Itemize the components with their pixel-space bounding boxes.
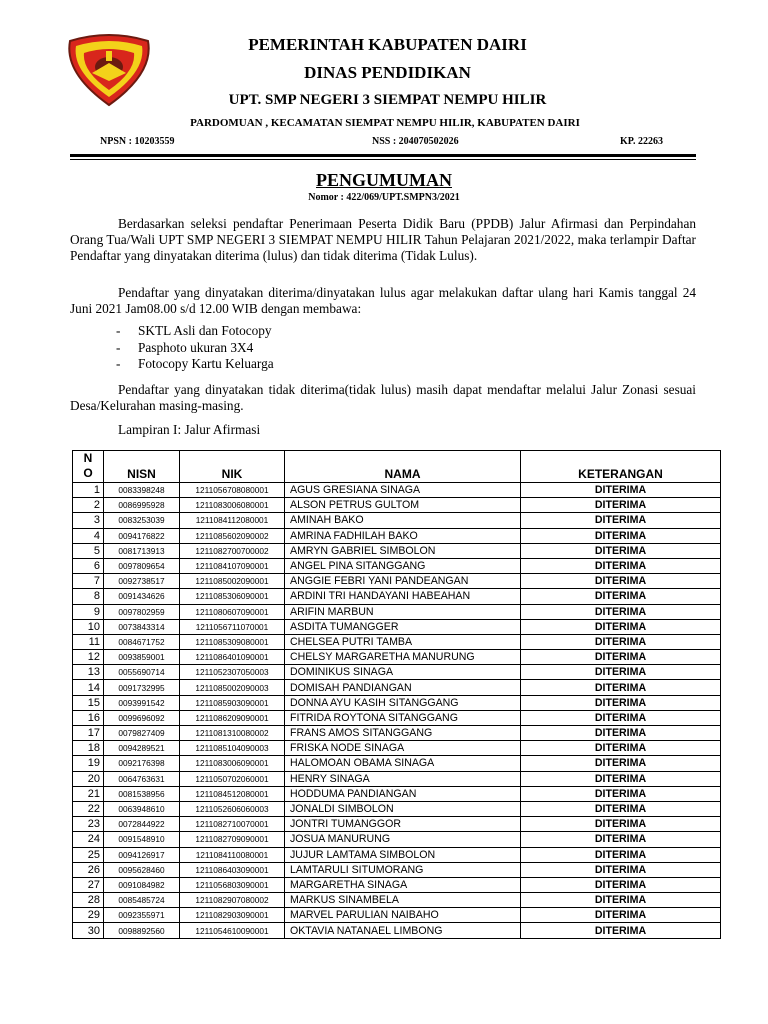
cell-ket: DITERIMA (521, 574, 721, 589)
cell-ket: DITERIMA (521, 908, 721, 923)
header-postal-code: KP. 22263 (620, 136, 663, 147)
list-item-text: SKTL Asli dan Fotocopy (138, 323, 272, 338)
cell-ket: DITERIMA (521, 710, 721, 725)
header-office: DINAS PENDIDIKAN (304, 63, 471, 82)
table-row (73, 847, 721, 862)
requirements-list (116, 323, 274, 373)
cell-ket: DITERIMA (521, 741, 721, 756)
cell-nik: 1211054610090001 (180, 923, 285, 938)
cell-no: 30 (73, 923, 104, 938)
table-row (73, 710, 721, 725)
cell-no: 19 (73, 756, 104, 771)
results-table (72, 450, 721, 939)
cell-nik: 1211082710070001 (180, 817, 285, 832)
list-item (116, 356, 274, 373)
header-npsn: NPSN : 10203559 (100, 136, 175, 147)
cell-nisn: 0094126917 (104, 847, 180, 862)
cell-no: 13 (73, 665, 104, 680)
cell-ket: DITERIMA (521, 877, 721, 892)
table-row (73, 574, 721, 589)
cell-ket: DITERIMA (521, 923, 721, 938)
cell-no: 4 (73, 528, 104, 543)
cell-ket: DITERIMA (521, 513, 721, 528)
cell-nama: DOMISAH PANDIANGAN (285, 680, 521, 695)
cell-nama: CHELSEA PUTRI TAMBA (285, 634, 521, 649)
cell-nama: CHELSY MARGARETHA MANURUNG (285, 650, 521, 665)
paragraph-not-accepted: Pendaftar yang dinyatakan tidak diterima(tidak lulus) masih dapat mendaftar melalui Jalur Zonasi sesuai Desa/Kelurahan masing-masing. (70, 382, 696, 413)
cell-no: 10 (73, 619, 104, 634)
cell-nik: 1211085002090003 (180, 680, 285, 695)
cell-nisn: 0081713913 (104, 543, 180, 558)
table-row (73, 483, 721, 498)
table-row (73, 695, 721, 710)
column-header-nik: NIK (180, 451, 285, 483)
cell-nama: JUJUR LAMTAMA SIMBOLON (285, 847, 521, 862)
cell-nisn: 0055690714 (104, 665, 180, 680)
cell-ket: DITERIMA (521, 604, 721, 619)
cell-nik: 1211056711070001 (180, 619, 285, 634)
cell-ket: DITERIMA (521, 558, 721, 573)
cell-no: 12 (73, 650, 104, 665)
cell-nama: AMRINA FADHILAH BAKO (285, 528, 521, 543)
list-item (116, 340, 274, 357)
cell-nama: ANGEL PINA SITANGGANG (285, 558, 521, 573)
cell-nisn: 0091548910 (104, 832, 180, 847)
table-row (73, 908, 721, 923)
cell-nama: MARKUS SINAMBELA (285, 893, 521, 908)
cell-no: 9 (73, 604, 104, 619)
table-row (73, 877, 721, 892)
cell-no: 23 (73, 817, 104, 832)
cell-nik: 1211086401090001 (180, 650, 285, 665)
table-row (73, 756, 721, 771)
cell-no: 11 (73, 634, 104, 649)
cell-nik: 1211082709090001 (180, 832, 285, 847)
cell-ket: DITERIMA (521, 680, 721, 695)
cell-no: 17 (73, 726, 104, 741)
header-government: PEMERINTAH KABUPATEN DAIRI (248, 35, 527, 54)
paragraph-intro: Berdasarkan seleksi pendaftar Penerimaan Peserta Didik Baru (PPDB) Jalur Afirmasi dan Perpindahan Orang Tua/Wali UPT SMP NEGERI 3 SIEMPAT NEMPU HILIR Tahun Pelajaran 2021/2022, maka terlampir Daftar Pendaftar yang dinyatakan diterima (lulus) dan tidak diterima (Tidak Lulus). (70, 216, 696, 263)
cell-no: 3 (73, 513, 104, 528)
cell-nama: JONALDI SIMBOLON (285, 801, 521, 816)
cell-nisn: 0072844922 (104, 817, 180, 832)
cell-no: 5 (73, 543, 104, 558)
cell-no: 1 (73, 483, 104, 498)
table-header-row (73, 451, 721, 483)
cell-nik: 1211085104090003 (180, 741, 285, 756)
cell-nama: HALOMOAN OBAMA SINAGA (285, 756, 521, 771)
list-marker: - (116, 339, 121, 355)
cell-ket: DITERIMA (521, 832, 721, 847)
cell-nama: AMINAH BAKO (285, 513, 521, 528)
cell-nisn: 0086995928 (104, 498, 180, 513)
cell-nisn: 0081538956 (104, 786, 180, 801)
cell-nik: 1211083006080001 (180, 498, 285, 513)
cell-ket: DITERIMA (521, 771, 721, 786)
table-row (73, 665, 721, 680)
cell-nisn: 0093991542 (104, 695, 180, 710)
cell-nisn: 0084671752 (104, 634, 180, 649)
cell-ket: DITERIMA (521, 650, 721, 665)
cell-nama: MARGARETHA SINAGA (285, 877, 521, 892)
table-row (73, 817, 721, 832)
table-row (73, 680, 721, 695)
cell-ket: DITERIMA (521, 634, 721, 649)
table-row (73, 498, 721, 513)
announcement-title: PENGUMUMAN (316, 170, 452, 190)
results-table-body (73, 483, 721, 939)
column-header-no (73, 451, 104, 483)
cell-ket: DITERIMA (521, 726, 721, 741)
cell-nisn: 0063948610 (104, 801, 180, 816)
cell-nik: 1211085306090001 (180, 589, 285, 604)
cell-nik: 1211080607090001 (180, 604, 285, 619)
list-marker: - (116, 323, 121, 338)
cell-ket: DITERIMA (521, 893, 721, 908)
cell-nik: 1211084112080001 (180, 513, 285, 528)
header-rule-thin (70, 159, 696, 160)
header-address: PARDOMUAN , KECAMATAN SIEMPAT NEMPU HILIR, KABUPATEN DAIRI (190, 117, 580, 129)
column-header-nama: NAMA (285, 451, 521, 483)
cell-nama: ALSON PETRUS GULTOM (285, 498, 521, 513)
cell-no: 28 (73, 893, 104, 908)
cell-no: 2 (73, 498, 104, 513)
list-item-text: Pasphoto ukuran 3X4 (138, 339, 254, 355)
cell-nisn: 0092738517 (104, 574, 180, 589)
cell-ket: DITERIMA (521, 756, 721, 771)
cell-nisn: 0064763631 (104, 771, 180, 786)
cell-ket: DITERIMA (521, 483, 721, 498)
table-row (73, 741, 721, 756)
cell-nama: OKTAVIA NATANAEL LIMBONG (285, 923, 521, 938)
cell-nisn: 0094289521 (104, 741, 180, 756)
header-nss: NSS : 204070502026 (372, 136, 459, 147)
cell-no: 7 (73, 574, 104, 589)
list-marker: - (116, 356, 121, 371)
table-row (73, 893, 721, 908)
cell-nisn: 0073843314 (104, 619, 180, 634)
list-item-text: Fotocopy Kartu Keluarga (138, 356, 274, 371)
cell-nama: JOSUA MANURUNG (285, 832, 521, 847)
cell-no: 6 (73, 558, 104, 573)
cell-nama: DONNA AYU KASIH SITANGGANG (285, 695, 521, 710)
cell-nama: ARDINI TRI HANDAYANI HABEAHAN (285, 589, 521, 604)
table-row (73, 923, 721, 938)
table-row (73, 832, 721, 847)
table-row (73, 786, 721, 801)
cell-no: 16 (73, 710, 104, 725)
cell-nisn: 0098892560 (104, 923, 180, 938)
cell-ket: DITERIMA (521, 817, 721, 832)
list-item (116, 323, 274, 340)
attachment-label: Lampiran I: Jalur Afirmasi (118, 422, 261, 437)
table-row (73, 801, 721, 816)
cell-nik: 1211052307050003 (180, 665, 285, 680)
cell-nik: 1211085309080001 (180, 634, 285, 649)
cell-nik: 1211052606060003 (180, 801, 285, 816)
cell-nama: ANGGIE FEBRI YANI PANDEANGAN (285, 574, 521, 589)
cell-nama: LAMTARULI SITUMORANG (285, 862, 521, 877)
cell-nik: 1211082700700002 (180, 543, 285, 558)
column-header-nisn: NISN (104, 451, 180, 483)
cell-nisn: 0091732995 (104, 680, 180, 695)
table-row (73, 634, 721, 649)
cell-no: 18 (73, 741, 104, 756)
cell-nik: 1211084512080001 (180, 786, 285, 801)
cell-nisn: 0085485724 (104, 893, 180, 908)
header-school: UPT. SMP NEGERI 3 SIEMPAT NEMPU HILIR (228, 92, 547, 108)
column-header-no-line2: O (83, 466, 93, 480)
cell-ket: DITERIMA (521, 589, 721, 604)
cell-no: 14 (73, 680, 104, 695)
table-row (73, 650, 721, 665)
cell-no: 25 (73, 847, 104, 862)
cell-nisn: 0095628460 (104, 862, 180, 877)
cell-ket: DITERIMA (521, 847, 721, 862)
cell-nik: 1211081310080002 (180, 726, 285, 741)
cell-nisn: 0083253039 (104, 513, 180, 528)
cell-nik: 1211085903090001 (180, 695, 285, 710)
cell-no: 8 (73, 589, 104, 604)
cell-nisn: 0093859001 (104, 650, 180, 665)
cell-nik: 1211086209090001 (180, 710, 285, 725)
cell-no: 20 (73, 771, 104, 786)
cell-no: 29 (73, 908, 104, 923)
kabupaten-dairi-logo (62, 33, 156, 107)
cell-no: 24 (73, 832, 104, 847)
cell-nisn: 0083398248 (104, 483, 180, 498)
cell-ket: DITERIMA (521, 801, 721, 816)
cell-ket: DITERIMA (521, 695, 721, 710)
cell-nik: 1211085002090001 (180, 574, 285, 589)
announcement-number: Nomor : 422/069/UPT.SMPN3/2021 (308, 192, 460, 203)
cell-nama: FRISKA NODE SINAGA (285, 741, 521, 756)
paragraph-reregistration: Pendaftar yang dinyatakan diterima/dinyatakan lulus agar melakukan daftar ulang hari Kamis tanggal 24 Juni 2021 Jam08.00 s/d 12.00 WIB dengan membawa: (70, 285, 696, 316)
cell-nama: ARIFIN MARBUN (285, 604, 521, 619)
cell-ket: DITERIMA (521, 619, 721, 634)
cell-nama: AGUS GRESIANA SINAGA (285, 483, 521, 498)
cell-nama: HODDUMA PANDIANGAN (285, 786, 521, 801)
cell-no: 22 (73, 801, 104, 816)
cell-ket: DITERIMA (521, 543, 721, 558)
cell-nik: 1211084107090001 (180, 558, 285, 573)
cell-no: 27 (73, 877, 104, 892)
cell-nama: ASDITA TUMANGGER (285, 619, 521, 634)
table-row (73, 604, 721, 619)
cell-nama: HENRY SINAGA (285, 771, 521, 786)
table-row (73, 589, 721, 604)
cell-no: 26 (73, 862, 104, 877)
cell-ket: DITERIMA (521, 528, 721, 543)
cell-nik: 1211084110080001 (180, 847, 285, 862)
table-row (73, 619, 721, 634)
table-row (73, 558, 721, 573)
cell-nisn: 0097802959 (104, 604, 180, 619)
cell-nama: MARVEL PARULIAN NAIBAHO (285, 908, 521, 923)
table-row (73, 543, 721, 558)
cell-ket: DITERIMA (521, 665, 721, 680)
cell-nama: DOMINIKUS SINAGA (285, 665, 521, 680)
cell-nisn: 0092355971 (104, 908, 180, 923)
cell-nik: 1211056803090001 (180, 877, 285, 892)
header-rule-thick (70, 154, 696, 157)
cell-ket: DITERIMA (521, 786, 721, 801)
cell-nisn: 0092176398 (104, 756, 180, 771)
cell-nama: FRANS AMOS SITANGGANG (285, 726, 521, 741)
cell-no: 21 (73, 786, 104, 801)
cell-nisn: 0091434626 (104, 589, 180, 604)
cell-no: 15 (73, 695, 104, 710)
cell-nama: FITRIDA ROYTONA SITANGGANG (285, 710, 521, 725)
table-row (73, 726, 721, 741)
cell-nama: AMRYN GABRIEL SIMBOLON (285, 543, 521, 558)
cell-nisn: 0079827409 (104, 726, 180, 741)
cell-nik: 1211085602090002 (180, 528, 285, 543)
table-row (73, 513, 721, 528)
cell-ket: DITERIMA (521, 498, 721, 513)
table-row (73, 862, 721, 877)
cell-nik: 1211086403090001 (180, 862, 285, 877)
cell-ket: DITERIMA (521, 862, 721, 877)
cell-nisn: 0099696092 (104, 710, 180, 725)
cell-nisn: 0091084982 (104, 877, 180, 892)
cell-nik: 1211083006090001 (180, 756, 285, 771)
cell-nama: JONTRI TUMANGGOR (285, 817, 521, 832)
table-row (73, 528, 721, 543)
cell-nik: 1211050702060001 (180, 771, 285, 786)
cell-nik: 1211082907080002 (180, 893, 285, 908)
cell-nisn: 0097809654 (104, 558, 180, 573)
cell-nik: 1211082903090001 (180, 908, 285, 923)
column-header-no-line1: N (83, 451, 93, 465)
column-header-keterangan: KETERANGAN (521, 451, 721, 483)
cell-nik: 1211056708080001 (180, 483, 285, 498)
table-row (73, 771, 721, 786)
cell-nisn: 0094176822 (104, 528, 180, 543)
